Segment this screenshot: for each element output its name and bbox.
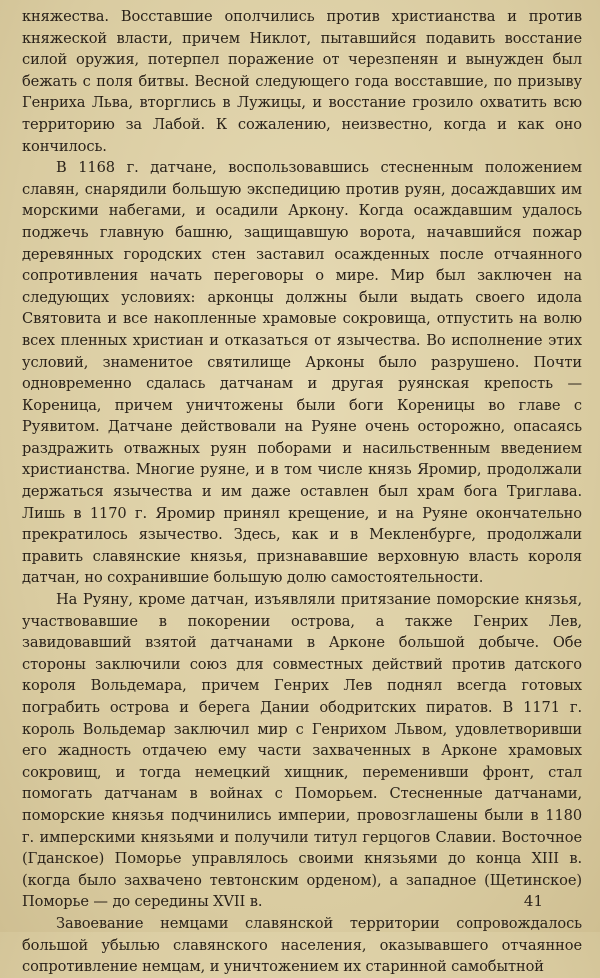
page-body: [22, 6, 582, 978]
paragraph-3: На Руяну, кроме датчан, изъявляли притязание поморские князья, участвовавшие в покорении острова, а также Генрих Лев, завидовавший взятой датчанами в Арконе большой добыче. Обе стороны заключили союз для совместных действий против датского короля Вольдемара, причем Генрих Лев поднял всегда готовых пограбить острова и берега Дании ободритских пиратов. В 1171 г. король Вольдемар заключил мир с Генрихом Львом, удовлетворивши его жадность отдачею ему части захваченных в Арконе храмовых сокровищ, и тогда немецкий хищник, переменивши фронт, стал помогать датчанам в войнах с Поморьем. Стесненные датчанами, поморские князья подчинились империи, провозглашены были в 1180 г. имперскими князьями и получили титул герцогов Славии. Восточное (Гданское) Поморье управлялось своими князьями до конца XIII в. (когда было захвачено тевтонским орденом), а западное (Щетинское) Поморье — до середины XVII в.: [22, 591, 582, 911]
page-number: 41: [523, 892, 543, 910]
paragraph-4: Завоевание немцами славянской территории сопровождалось большой убылью славянского населения, оказывавшего отчаянное сопротивление немцам, и уничтожением их старинной самобытной: [22, 914, 582, 976]
paragraph-2: В 1168 г. датчане, воспользовавшись стесненным положением славян, снарядили большую экспедицию против руян, досаждавших им морскими набегами, и осадили Аркону. Когда осаждавшим удалось поджечь главную башню, защищавшую ворота, начавшийся пожар деревянных городских стен заставил осажденных после отчаянного сопротивления начать переговоры о мире. Мир был заключен на следующих условиях: арконцы должны были выдать своего идола Святовита и все накопленные храмовые сокровища, отпустить на волю всех пленных христиан и отказаться от язычества. Во исполнение этих условий, знаменитое святилище Арконы было разрушено. Почти одновременно сдалась датчанам и другая руянская крепость — Кореница, причем уничтожены были боги Кореницы во главе с Руявитом. Датчане действовали на Руяне очень осторожно, опасаясь раздражить отважных руян поборами и насильственным введением христианства. Многие руяне, и в том числе князь Яромир, продолжали держаться язычества и им даже оставлен был храм бога Триглава. Лишь в 1170 г. Яромир принял крещение, и на Руяне окончательно прекратилось язычество. Здесь, как и в Мекленбурге, продолжали править славянские князья, признававшие верховную власть короля датчан, но сохранившие большую долю самостоятельности.: [22, 159, 582, 587]
paragraph-1: княжества. Восставшие ополчились против христианства и против княжеской власти, причем Никлот, пытавшийся подавить восстание силой оружия, потерпел поражение от черезпенян и вынужден был бежать с поля битвы. Весной следующего года восставшие, по призыву Генриха Льва, вторглись в Лужицы, и восстание грозило охватить всю территорию за Лабой. К сожалению, неизвестно, когда и как оно кончилось.: [22, 8, 582, 155]
